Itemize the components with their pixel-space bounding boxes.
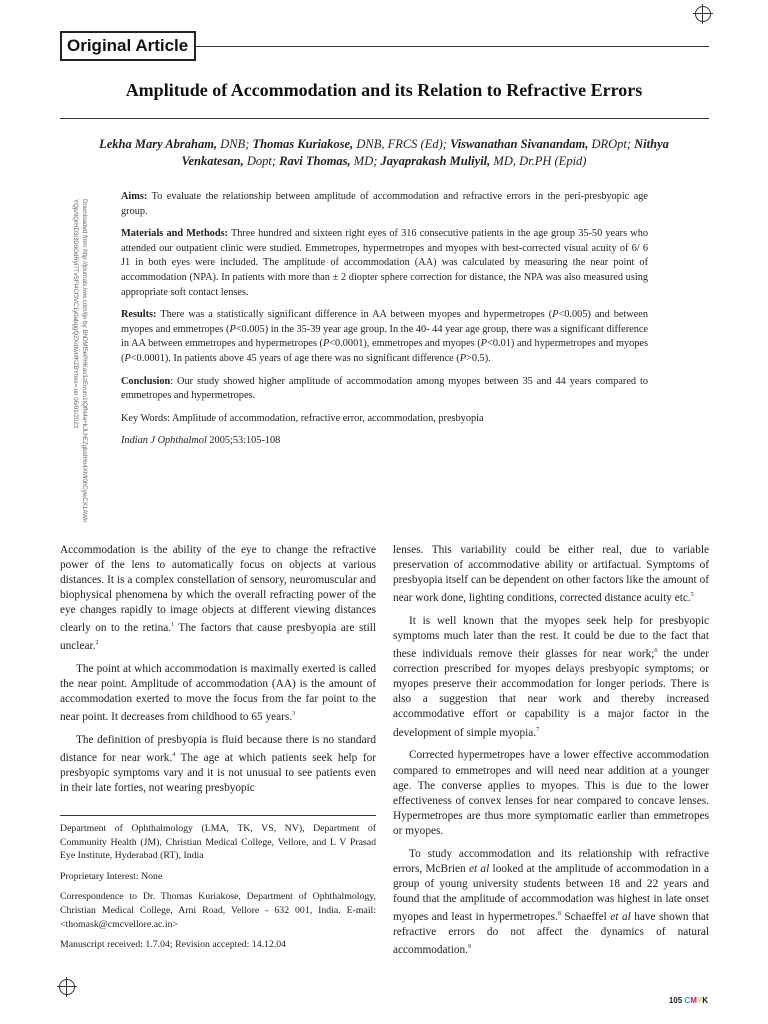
abstract-conclusion <box>121 375 648 404</box>
author-list <box>60 136 708 170</box>
registration-mark-bottom-left <box>59 979 75 995</box>
cmyk-y: Y <box>696 996 703 1005</box>
abstract-aims <box>121 190 648 219</box>
manuscript-dates: Manuscript received: 1.7.04; Revision accepted: 14.12.04 <box>60 939 287 951</box>
author-line-1: Lekha Mary Abraham, DNB; Thomas Kuriakose, DNB, FRCS (Ed); Viswanathan Sivanandam, DROpt; Nithya <box>99 137 669 151</box>
abstract-methods <box>121 227 648 300</box>
abstract-results <box>121 308 648 366</box>
author-line-2: Venkatesan, Dopt; Ravi Thomas, MD; Jayaprakash Muliyil, MD, Dr.PH (Epid) <box>181 154 587 168</box>
cmyk-k: K <box>702 996 708 1005</box>
body-paragraph: The point at which accommodation is maximally exerted is called the near point. Amplitude of accommodation (AA) is the amount of accommodation exerted to move the focus from the far point to the near point. It decreases from childhood to 65 years.$^3$ <box>60 663 376 724</box>
affiliation: Department of Ophthalmology (LMA, TK, VS, NV), Department of Community Health (JM), Christian Medical College, Vellore, and L V Prasad Eye Institute, Hyderabad (RT), India <box>60 823 376 862</box>
aims-text: To evaluate the relationship between amplitude of accommodation and refractive errors in the peri-presbyopic age group. <box>121 191 649 217</box>
body-paragraph: Corrected hypermetropes have a lower effective accommodation compared to emmetropes and will need near addition at a younger age. The converse applies to myopes. This is due to the lower effectiveness of convex lenses for near compared to concave lenses. Hypermetropes are thus more symptomatic earlier than emmetropes or myopes. <box>393 749 709 837</box>
body-paragraph: lenses. This variability could be either real, due to variable preservation of accommodative ability or artifactual. Symptoms of presbyopia itself can be dependent on other factors like the amount of near work done, lighting conditions, corrected distance acuity etc.$^5$ <box>393 544 709 605</box>
methods-label: Materials and Methods: <box>121 228 228 240</box>
registration-mark-top-right <box>695 6 711 22</box>
download-watermark-line-2: YQp/IlQrHD3i3D0OdRyi7TvSFl4Cf3VC1y0abggQZXdtwnfKZBYtws= on 06/01/2023 <box>72 199 79 429</box>
section-label: Original Article <box>60 31 196 61</box>
cmyk-m: M <box>690 996 697 1005</box>
results-text: There was a statistically significant difference in AA between myopes and hypermetropes (P<0.005) and between myopes and emmetropes (P<0.005) in the 35-39 year age group. In the 40- 44 year age group, there was a significant difference in AA between emmetropes and hypermetropes (P<0.0001), emmetropes and myopes (P<0.01) and hypermetropes and myopes (P<0.0001). In patients above 45 years of age there was no significant difference (P>0.5). <box>121 309 649 364</box>
cmyk-c: C <box>684 996 691 1005</box>
conclusion-text: : Our study showed higher amplitude of accommodation among myopes between 35 and 44 years compared to emmetropes and hypermetropes. <box>121 375 648 402</box>
keywords: Key Words: Amplitude of accommodation, refractive error, accommodation, presbyopia <box>121 412 484 424</box>
citation <box>121 434 648 449</box>
title-rule <box>60 118 709 119</box>
correspondence: Correspondence to Dr. Thomas Kuriakose, Department of Ophthalmology, Christian Medical College, Arni Road, Vellore - 632 001, India. E-mail: <thomask@cmcvellore.ac.in> <box>60 891 376 930</box>
citation-journal: Indian J Ophthalmol <box>121 435 207 447</box>
abstract <box>121 190 648 457</box>
methods-text: Three hundred and sixteen right eyes of 316 consecutive patients in the age group 35-50 years who attended our outpatient clinic were studied. Emmetropes, hypermetropes and myopes with best-corrected visual acuity of 6/ 6 J1 in both eyes were included. The amplitude of accommodation (AA) was calculated by measuring the near point of accommodation (NPA). In patients with more than ± 2 diopter sphere correction for distance, the NPA was also measured using appropriate soft contact lenses. <box>121 228 648 298</box>
footnotes <box>60 822 376 959</box>
page-number: 105 <box>668 996 683 1005</box>
body-paragraph: The definition of presbyopia is fluid because there is no standard distance for near work.$^4$ The age at which patients seek help for presbyopic symptoms vary and it is not unusual to see patients even in their late forties, not wearing presbyopic <box>60 734 376 795</box>
article-title: Amplitude of Accommodation and its Relation to Refractive Errors <box>125 80 643 100</box>
proprietary-interest: Proprietary Interest: None <box>60 870 163 882</box>
body-paragraph: It is well known that the myopes seek help for presbyopic symptoms much later than the rest. It could be due to the fact that these individuals remove their glasses for near work;$^6$ the under correction prescribed for myopes delays presbyopic symptoms; or myopes preserve their accommodation for longer periods. There is also a suggestion that near work and thereby increased accommodative effort or capability is a major factor in the development of simple myopia.$^7$ <box>393 615 709 739</box>
header-rule <box>196 46 709 47</box>
aims-label: Aims: <box>121 191 148 202</box>
results-label: Results: <box>121 309 157 321</box>
page-footer <box>669 996 708 1005</box>
footnote-rule <box>60 815 376 816</box>
body-column-right <box>393 543 709 966</box>
conclusion-label: Conclusion <box>121 375 171 387</box>
citation-reference: 2005;53:105-108 <box>209 435 281 447</box>
body-column-left <box>60 543 376 804</box>
download-watermark-line-1: Downloaded from http://journals.lww.com/ijo by BhDMf5ePHKav1zEoum1tQfN4a+kJLhEZgbsIHo4XMi0hCywCX1AWn <box>81 199 88 523</box>
body-paragraph: Accommodation is the ability of the eye to change the refractive power of the lens to automatically focus on objects at various distances. It is a complex constellation of sensory, neuromuscular and biophysical phenomena by which the overall refracting power of the eye changes rapidly to image objects at different viewing distances clearly on to the retina.$^1$ The factors that cause presbyopia are still unclear.$^2$ <box>60 544 376 653</box>
body-paragraph: To study accommodation and its relationship with refractive errors, McBrien et al looked at the amplitude of accommodation in a group of young university students between 18 and 22 years and found that the amplitude of accommodation was highest in late onset myopes and least in hypermetropes.$^8$ Schaeffel et al have shown that refractive errors do not affect the dynamics of natural accommodation.$^9$ <box>393 847 709 957</box>
